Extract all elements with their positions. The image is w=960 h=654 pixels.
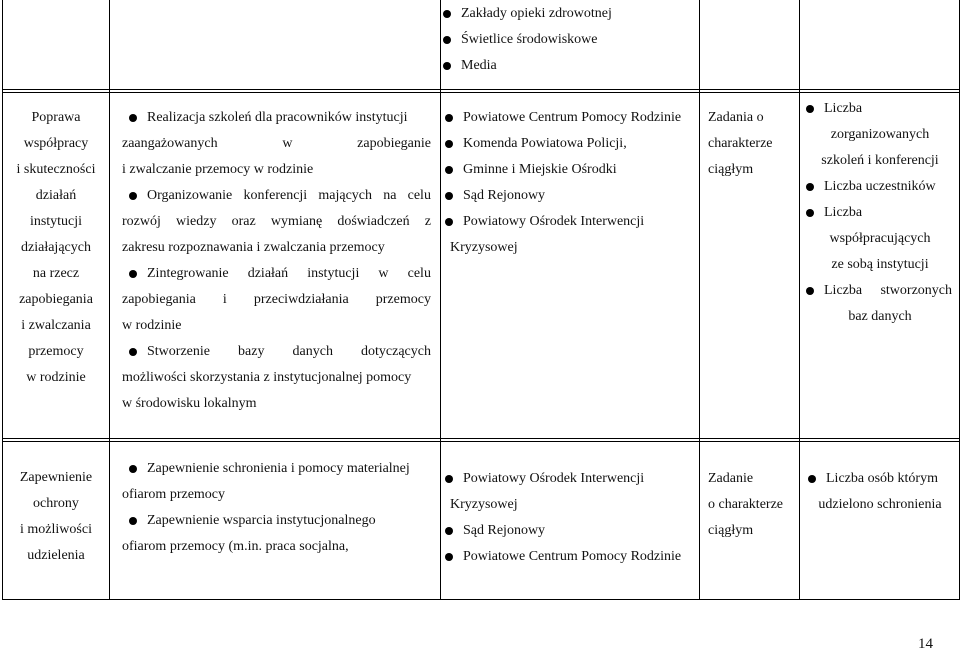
row2-top-line [2,92,959,93]
text-line: Poprawa [31,110,81,125]
list-item: Zakłady opieki zdrowotnej [461,1,612,27]
text-line: działających [21,240,91,255]
text-line: zapobiegania i przeciwdziałania przemocy [122,292,431,307]
text-line: charakterze [708,136,773,151]
text-line: współpracy [23,136,89,151]
list-item: Sąd Rejonowy [463,183,545,209]
list-item: Media [461,53,497,79]
list-item: Powiatowe Centrum Pomocy Rodzinie [463,544,681,570]
text-line: możliwości skorzystania z instytucjonalnej pomocy [122,370,412,385]
text-line: zapobiegania [19,292,93,307]
list-item: Stworzenie bazy danych dotyczących [147,339,431,365]
grid-col4-line [799,0,800,600]
text-line: i zwalczanie przemocy w rodzinie [122,162,314,177]
text-line: Zadania o [708,110,764,125]
text-line: współpracujących [829,231,931,246]
row3-col1-cell [3,465,109,569]
text-line: ochrony [33,496,79,511]
text-line: zakresu rozpoznawania i zwalczania przemocy [122,240,385,255]
text-line: zaangażowanych w zapobieganie [122,136,431,151]
text-line: ciągłym [708,162,754,177]
list-item: Gminne i Miejskie Ośrodki [463,157,617,183]
list-item: Powiatowe Centrum Pomocy Rodzinie [463,105,681,131]
text-line: w rodzinie [26,370,86,385]
text-line: instytucji [29,214,83,229]
text-line: Kryzysowej [450,497,518,512]
text-line: Zadanie [708,471,754,486]
list-item: Powiatowy Ośrodek Interwencji [463,466,644,492]
list-item: Liczba uczestników [824,174,936,200]
row2-bottom-line [2,438,959,439]
table-bottom-line [2,599,959,600]
text-line: baz danych [848,309,912,324]
text-line: i możliwości [20,522,92,537]
grid-col3-line [699,0,700,600]
row1-bottom-line [2,89,959,90]
grid-col2-line [440,0,441,600]
page-number: 14 [918,636,933,652]
text-line: w rodzinie [122,318,182,333]
text-line: i zwalczania [21,318,91,333]
text-line: o charakterze [708,497,783,512]
list-item: Zapewnienie schronienia i pomocy materialnej [147,456,410,482]
text-line: w środowisku lokalnym [122,396,257,411]
text-line: działań [35,188,77,203]
text-line: Zapewnienie [19,470,93,485]
text-line: i skuteczności [16,162,96,177]
text-line: Kryzysowej [450,240,518,255]
text-line: na rzecz [32,266,80,281]
list-item: Realizacja szkoleń dla pracowników instytucji [147,105,407,131]
text-line: udzielono schronienia [818,497,942,512]
text-line: ciągłym [708,523,754,538]
text-line: zorganizowanych [830,127,930,142]
text-line: ofiarom przemocy [122,487,226,502]
text-line: ofiarom przemocy (m.in. praca socjalna, [122,539,349,554]
text-line: szkoleń i konferencji [821,153,939,168]
text-line: udzielenia [27,548,85,563]
text-line: rozwój wiedzy oraz wymianę doświadczeń z [122,214,431,229]
text-line: przemocy [28,344,84,359]
grid-col1-line [109,0,110,600]
text-line: ze sobą instytucji [831,257,929,272]
list-item: Powiatowy Ośrodek Interwencji [463,209,644,235]
list-item: Sąd Rejonowy [463,518,545,544]
list-item: Komenda Powiatowa Policji, [463,131,627,157]
row2-col1-cell [3,105,109,391]
list-item: Zintegrowanie działań instytucji w celu [147,261,431,287]
list-item: Zapewnienie wsparcia instytucjonalnego [147,508,376,534]
list-item: Organizowanie konferencji mających na celu [147,183,431,209]
list-item: Liczba stworzonych [824,278,952,304]
list-item: Liczba [824,200,862,226]
row3-top-line [2,441,959,442]
list-item: Liczba [824,96,862,122]
list-item: Świetlice środowiskowe [461,27,597,53]
list-item: Liczba osób którym [826,466,938,492]
